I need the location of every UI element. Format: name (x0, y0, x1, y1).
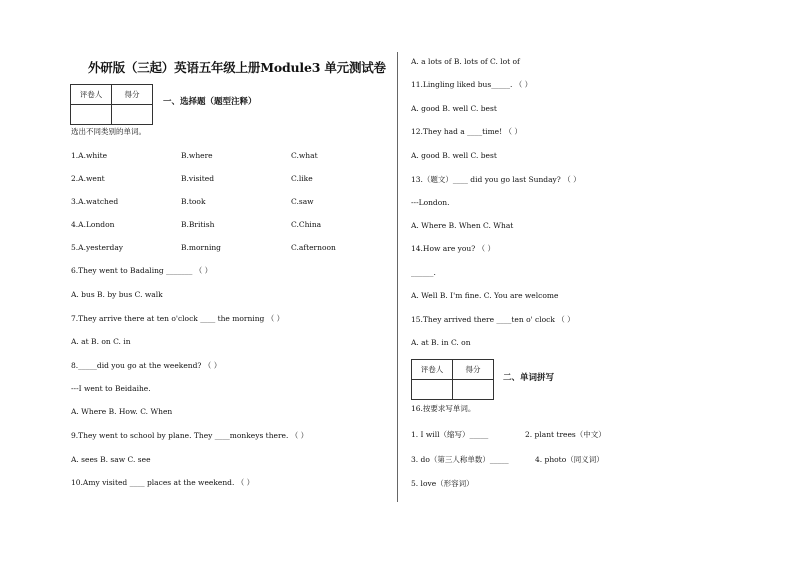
score-cell (453, 380, 494, 400)
q9-options: A. sees B. saw C. see (71, 455, 151, 464)
score-box-2 (411, 359, 494, 400)
q13-options: A. Where B. When C. What (411, 221, 514, 230)
reviewer-cell (71, 105, 112, 125)
page-title: 外研版（三起）英语五年级上册Module3 单元测试卷 (88, 60, 386, 75)
q4-b: B.British (181, 220, 215, 229)
q16-item-3: 3. do（第三人称单数）_____ (411, 455, 509, 464)
q11-options: A. good B. well C. best (411, 104, 497, 113)
q15-text: 15.They arrived there ____ten o' clock （ ） (411, 315, 575, 324)
q6-text: 6.They went to Badaling _______ （ ） (71, 266, 213, 275)
q5-c: C.afternoon (291, 243, 336, 252)
q7-options: A. at B. on C. in (71, 337, 131, 346)
score-label: 得分 (112, 85, 153, 105)
q14-options: A. Well B. I'm fine. C. You are welcome (411, 291, 559, 300)
score-cell (112, 105, 153, 125)
q4-c: C.China (291, 220, 322, 229)
section1-heading: 一、选择题（题型注释） (163, 97, 257, 107)
q3-b: B.took (181, 197, 206, 206)
q5-b: B.morning (181, 243, 221, 252)
score-label: 得分 (453, 360, 494, 380)
q16-item-5: 5. love（形容词） (411, 479, 474, 488)
reviewer-label: 评卷人 (71, 85, 112, 105)
q13-text: 13.（题文）____ did you go last Sunday? （ ） (411, 175, 581, 184)
q11-text: 11.Lingling liked bus_____. （ ） (411, 80, 533, 89)
q3-c: C.saw (291, 197, 314, 206)
q2-b: B.visited (181, 174, 215, 183)
reviewer-label: 评卷人 (412, 360, 453, 380)
q14-text: 14.How are you? （ ） (411, 244, 496, 253)
q12-options: A. good B. well C. best (411, 151, 497, 160)
column-divider (397, 52, 398, 502)
q16-text: 16.按要求写单词。 (411, 404, 476, 413)
q8-options: A. Where B. How. C. When (71, 407, 173, 416)
q6-options: A. bus B. by bus C. walk (71, 290, 163, 299)
section2-heading: 二、单词拼写 (503, 373, 555, 383)
q8-answer: ---I went to Beidaihe. (71, 384, 151, 393)
q7-text: 7.They arrive there at ten o'clock ____ the morning （ ） (71, 314, 285, 323)
q1-a: 1.A.white (71, 151, 108, 160)
q1-c: C.what (291, 151, 318, 160)
q5-a: 5.A.yesterday (71, 243, 124, 252)
q4-a: 4.A.London (71, 220, 115, 229)
q13-answer: ---London. (411, 198, 450, 207)
reviewer-cell (412, 380, 453, 400)
q2-c: C.like (291, 174, 313, 183)
q16-item-2: 2. plant trees（中文） (525, 430, 606, 439)
section1-instruction: 选出不同类别的单词。 (71, 127, 146, 136)
q10-text: 10.Amy visited ____ places at the weekend. （ ） (71, 478, 255, 487)
q1-b: B.where (181, 151, 213, 160)
q15-options: A. at B. in C. on (411, 338, 471, 347)
q9-text: 9.They went to school by plane. They ____monkeys there. （ ） (71, 431, 309, 440)
score-box-1 (70, 84, 153, 125)
q14-answer: ______. (411, 268, 436, 277)
q16-item-1: 1. I will（缩写）_____ (411, 430, 489, 439)
q3-a: 3.A.watched (71, 197, 119, 206)
q16-item-4: 4. photo（同义词） (535, 455, 604, 464)
q2-a: 2.A.went (71, 174, 105, 183)
q10-options: A. a lots of B. lots of C. lot of (411, 57, 520, 66)
q12-text: 12.They had a ____time! （ ） (411, 127, 522, 136)
q8-text: 8._____did you go at the weekend? （ ） (71, 361, 222, 370)
